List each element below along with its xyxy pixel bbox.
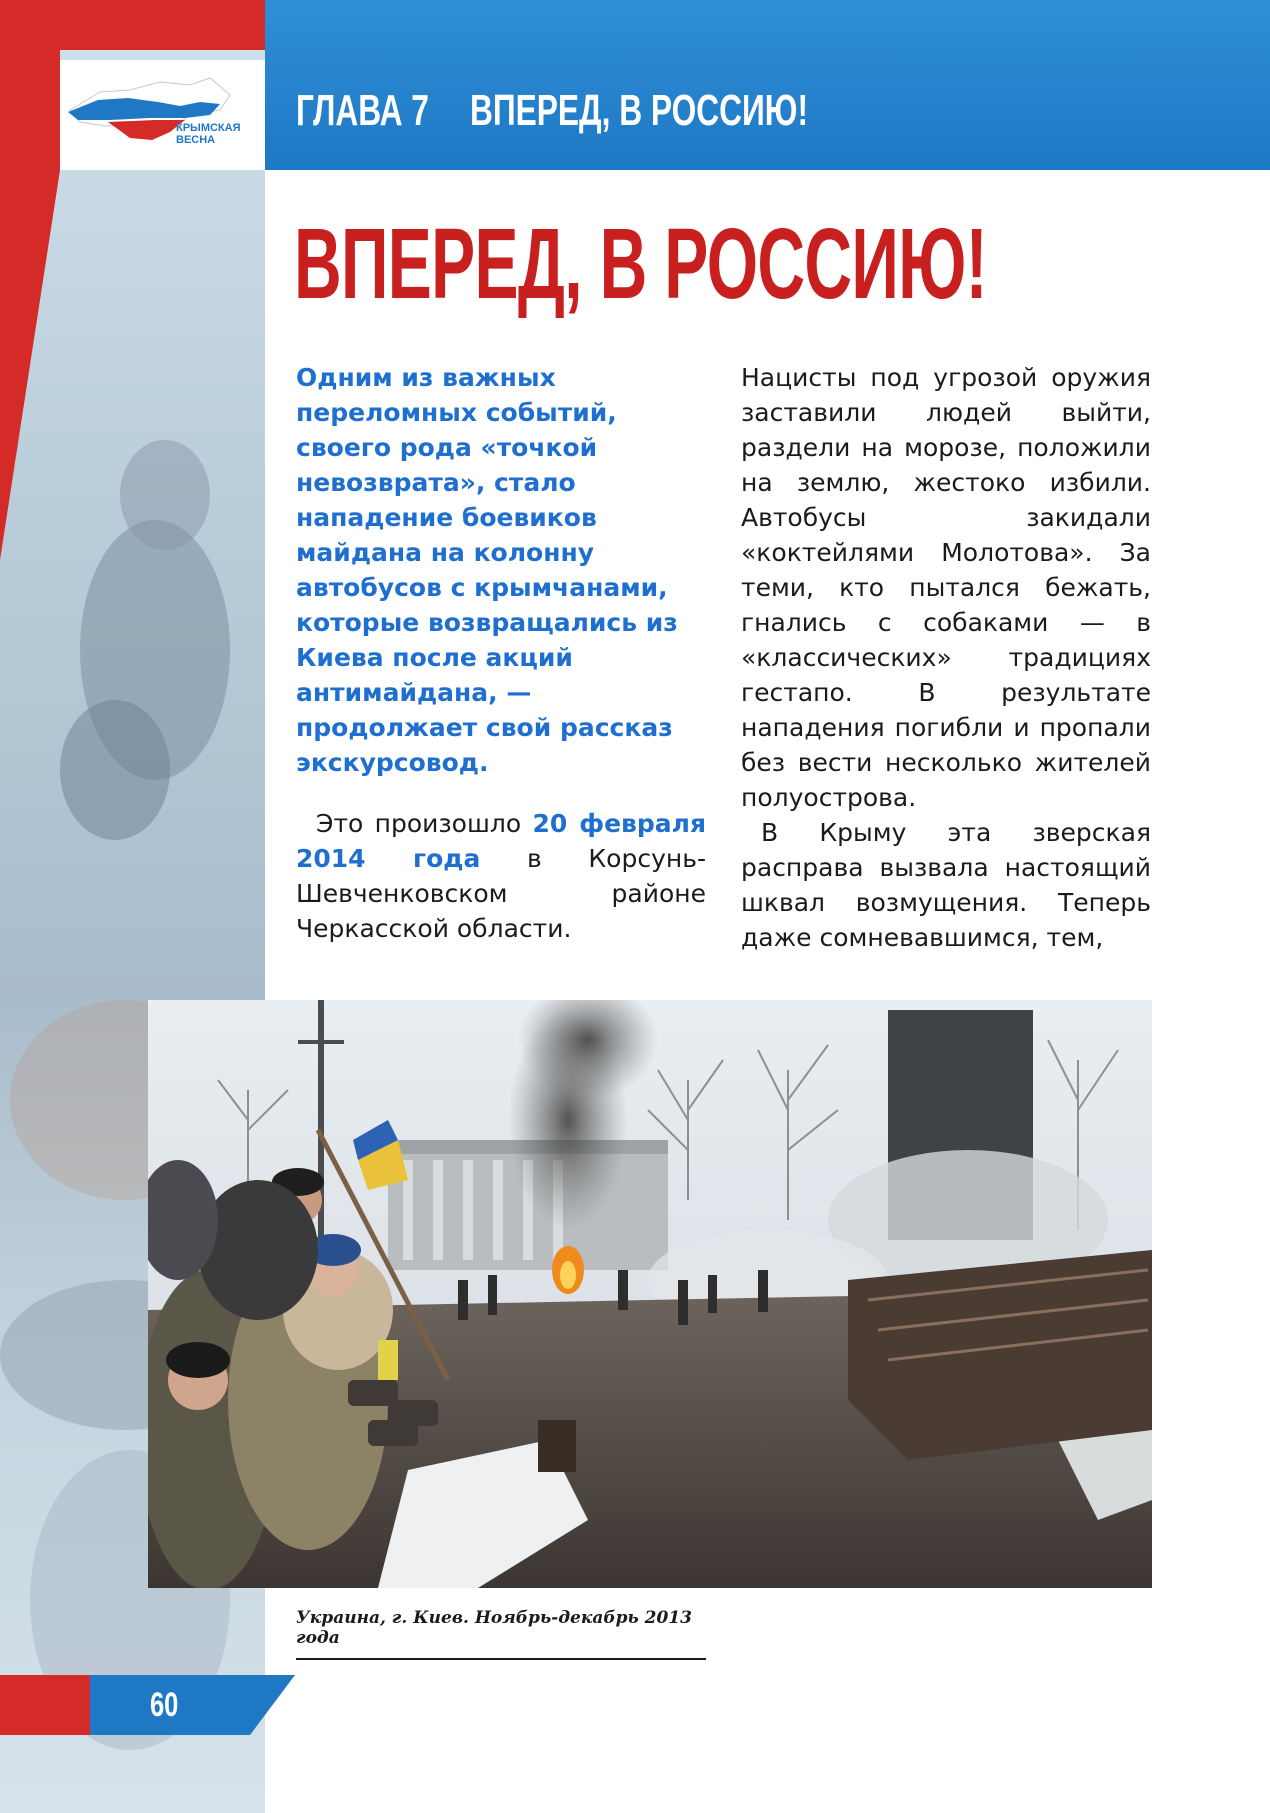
crimea-map-logo-icon (60, 60, 265, 170)
paragraph-date-suffix: в Корсунь-Шевченковском районе Черкасской области. (296, 844, 706, 943)
footer-blue-block (90, 1675, 295, 1735)
logo-box (60, 60, 265, 170)
page-title: ВПЕРЕД, В РОССИЮ! (294, 208, 987, 320)
text-column-left (296, 360, 706, 946)
footer-red-block (0, 1675, 95, 1735)
paragraph-date-prefix: Это произошло (316, 809, 533, 838)
photo-caption: Украина, г. Киев. Ноябрь-декабрь 2013 года (296, 1608, 706, 1660)
highlighted-date: 20 февраля 2014 года (296, 809, 706, 873)
chapter-label: ГЛАВА 7 (296, 86, 429, 135)
chapter-title: ВПЕРЕД, В РОССИЮ! (470, 86, 808, 135)
maidan-photo (148, 1000, 1152, 1588)
protest-scene-image (148, 1000, 1152, 1588)
header-band (265, 0, 1270, 170)
lead-paragraph: Одним из важных переломных событий, своего рода «точкой невозврата», стало нападение боевиков майдана на колонну автобусов с крымчанами, которые возвращались из Киева после акций антимайдана, — продолжает свой рассказ экскурсовод. (296, 363, 678, 777)
paragraph-date (296, 806, 706, 946)
logo-text: КРЫМСКАЯ ВЕСНА (176, 122, 241, 146)
page-number: 60 (150, 1686, 179, 1724)
paragraph-crimea: В Крыму эта зверская расправа вызвала настоящий шквал возмущения. Теперь даже сомневавшимся, тем, (741, 818, 1151, 952)
paragraph-attack: Нацисты под угрозой оружия заставили людей выйти, раздели на морозе, положили на землю, жестоко избили. Автобусы закидали «коктейлями Молотова». За теми, кто пытался бежать, гнались с собаками — в «классических» традициях гестапо. В результате нападения погибли и пропали без вести несколько жителей полуострова. (741, 363, 1151, 812)
text-column-right (741, 360, 1151, 955)
